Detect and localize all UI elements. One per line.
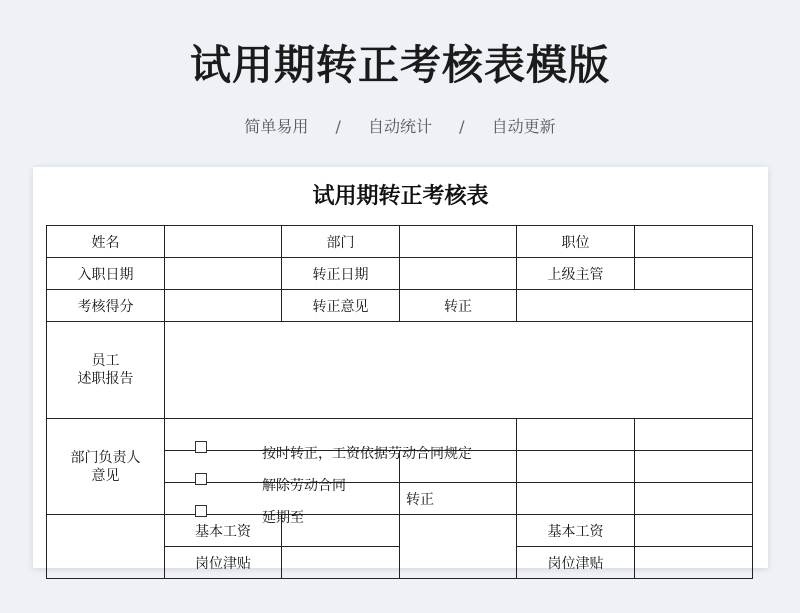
form-sheet xyxy=(33,167,768,572)
base-salary-label-right: 基本工资 xyxy=(517,515,635,547)
name-label: 姓名 xyxy=(47,226,165,258)
salary-middle-field xyxy=(400,515,517,579)
confirm-date-label: 转正日期 xyxy=(282,258,400,290)
opinion-label: 转正意见 xyxy=(282,290,400,322)
checkbox-on-time[interactable] xyxy=(195,441,207,453)
table-row xyxy=(47,419,753,451)
option-field[interactable] xyxy=(635,451,753,483)
separator: / xyxy=(459,117,465,136)
base-salary-field-right[interactable] xyxy=(635,515,753,547)
base-salary-label-left: 基本工资 xyxy=(165,515,282,547)
feature-tags xyxy=(0,114,800,137)
table-row xyxy=(47,515,753,547)
table-row xyxy=(47,322,753,419)
option-field[interactable] xyxy=(517,451,635,483)
manager-label-line1: 部门负责人 xyxy=(70,449,141,466)
report-label-line1: 员工 xyxy=(91,353,120,369)
checkbox-terminate[interactable] xyxy=(195,473,207,485)
dept-label: 部门 xyxy=(282,226,400,258)
option-field[interactable] xyxy=(517,419,635,451)
join-date-label: 入职日期 xyxy=(47,258,165,290)
option-label: 解除劳动合同 xyxy=(262,477,346,494)
option-on-time xyxy=(165,419,517,462)
score-label: 考核得分 xyxy=(47,290,165,322)
supervisor-field[interactable] xyxy=(635,258,753,290)
allowance-field-right[interactable] xyxy=(635,547,753,579)
report-label-line2: 述职报告 xyxy=(77,371,134,387)
option-field[interactable] xyxy=(517,483,635,515)
report-field[interactable] xyxy=(165,322,753,419)
name-field[interactable] xyxy=(165,226,282,258)
extend-suffix: 转正 xyxy=(400,483,517,515)
report-label xyxy=(47,322,165,419)
salary-section-label xyxy=(47,515,165,579)
evaluation-table xyxy=(46,225,753,579)
join-date-field[interactable] xyxy=(165,258,282,290)
score-field[interactable] xyxy=(165,290,282,322)
page-title: 试用期转正考核表模版 xyxy=(190,41,610,89)
manager-label-line2: 意见 xyxy=(91,467,120,484)
position-label: 职位 xyxy=(517,226,635,258)
option-field[interactable] xyxy=(635,419,753,451)
allowance-label-left: 岗位津贴 xyxy=(165,547,282,579)
manager-opinion-label xyxy=(47,419,165,515)
option-label: 延期至 xyxy=(262,509,304,526)
tag-easy: 简单易用 xyxy=(244,117,309,136)
tag-auto-stats: 自动统计 xyxy=(367,117,432,136)
table-row xyxy=(47,258,753,290)
separator: / xyxy=(335,117,341,136)
position-field[interactable] xyxy=(635,226,753,258)
opinion-extra-field[interactable] xyxy=(517,290,753,322)
table-row xyxy=(47,226,753,258)
allowance-label-right: 岗位津贴 xyxy=(517,547,635,579)
supervisor-label: 上级主管 xyxy=(517,258,635,290)
tag-auto-update: 自动更新 xyxy=(491,117,556,136)
checkbox-extend[interactable] xyxy=(195,505,207,517)
opinion-value[interactable]: 转正 xyxy=(400,290,517,322)
allowance-field-left[interactable] xyxy=(282,547,400,579)
dept-field[interactable] xyxy=(400,226,517,258)
table-row xyxy=(47,290,753,322)
form-title: 试用期转正考核表 xyxy=(312,183,489,209)
confirm-date-field[interactable] xyxy=(400,258,517,290)
option-field[interactable] xyxy=(635,483,753,515)
option-label: 按时转正，工资依据劳动合同规定 xyxy=(262,445,472,462)
